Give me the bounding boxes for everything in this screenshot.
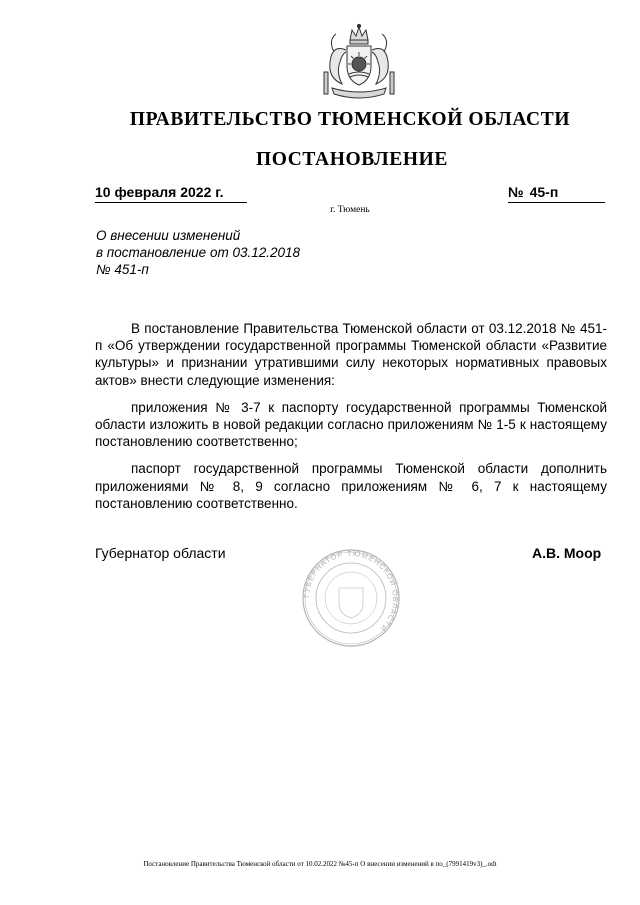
body-paragraph: паспорт государственной программы Тюменской области дополнить приложениями № 8, 9 согласно приложениям № 6, 7 к настоящему постановлению соответственно. xyxy=(95,461,607,511)
subject-line: О внесении изменений xyxy=(96,228,241,243)
subject-block xyxy=(96,227,336,278)
number-sign: № xyxy=(508,184,524,200)
seal-text: ГУБЕРНАТОР ТЮМЕНСКОЙ ОБЛАСТИ xyxy=(301,548,401,634)
footer-filename: Постановление Правительства Тюменской области от 10.02.2022 №45-п О внесении изменений в по_(7991419v3)_.odt xyxy=(143,860,497,868)
subject-line: в постановление от 03.12.2018 xyxy=(96,245,301,260)
subject-line: № 451-п xyxy=(96,262,149,277)
document-number: 45-п xyxy=(529,184,559,200)
city-label: г. Тюмень xyxy=(330,205,370,215)
signatory-title: Губернатор области xyxy=(95,545,226,561)
document-date: 10 февраля 2022 г. xyxy=(95,184,224,200)
signatory-name: А.В. Моор xyxy=(532,545,602,561)
date-field xyxy=(95,184,247,203)
body-paragraph: В постановление Правительства Тюменской области от 03.12.2018 № 451-п «Об утверждении государственной программы Тюменской области «Развитие культуры» и признании утратившими силу некоторых нормативных правовых актов» внести следующие изменения: xyxy=(95,321,607,388)
number-field xyxy=(508,184,605,203)
coat-of-arms-icon xyxy=(318,22,400,104)
document-body xyxy=(95,320,607,522)
government-title: ПРАВИТЕЛЬСТВО ТЮМЕНСКОЙ ОБЛАСТИ xyxy=(129,109,571,130)
document-type: ПОСТАНОВЛЕНИЕ xyxy=(255,149,449,170)
body-paragraph: приложения № 3-7 к паспорту государственной программы Тюменской области изложить в новой редакции согласно приложениям № 1-5 к настоящему постановлению соответственно; xyxy=(95,399,607,450)
official-seal xyxy=(293,548,409,648)
